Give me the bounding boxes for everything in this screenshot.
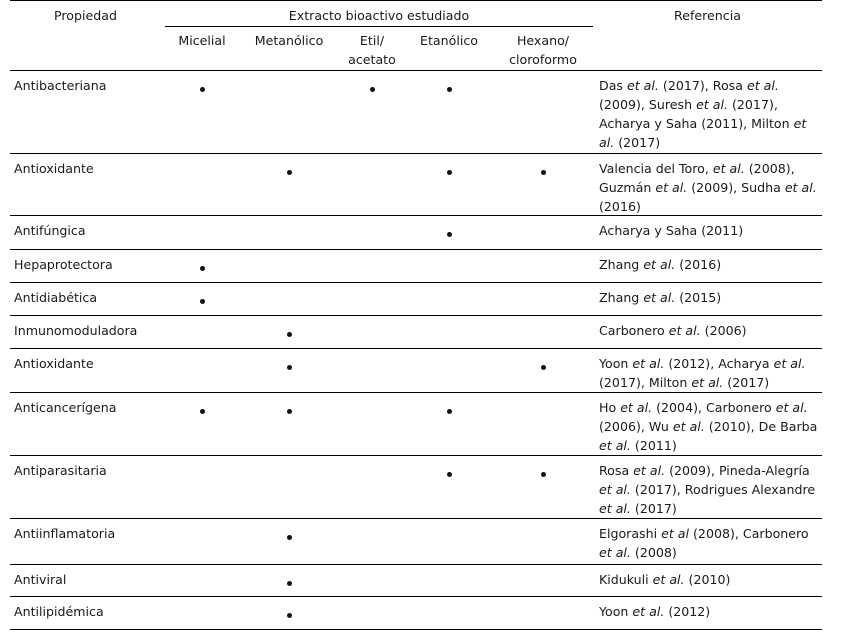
reference-line — [599, 95, 809, 114]
row-propiedad: Antidiabética — [14, 290, 98, 305]
row-rule — [10, 249, 822, 250]
reference-italic: et al. — [599, 482, 631, 497]
reference-italic: al. — [599, 135, 615, 150]
header-referencia: Referencia — [674, 8, 741, 23]
row-propiedad: Anticancerígena — [14, 400, 117, 415]
reference-text: (2017), — [727, 97, 778, 112]
subheader-line: Metanólico — [254, 33, 324, 48]
presence-dot — [200, 266, 205, 271]
reference-italic: et al — [661, 526, 690, 541]
subheader-3 — [399, 31, 499, 50]
row-rule — [10, 315, 822, 316]
reference-text: (2017), Rodrigues Alexandre — [630, 482, 816, 497]
reference-text: Zhang — [599, 290, 644, 305]
subheader-line: cloroformo — [509, 52, 577, 67]
reference-text: Das — [599, 78, 627, 93]
row-referencia — [599, 321, 809, 340]
reference-text: Guzmán — [599, 180, 656, 195]
reference-italic: et al. — [712, 161, 745, 176]
row-referencia — [599, 255, 809, 274]
row-rule — [10, 215, 822, 216]
reference-text: Yoon — [599, 356, 633, 371]
row-propiedad: Antioxidante — [14, 356, 94, 371]
row-propiedad: Antioxidante — [14, 161, 94, 176]
subheader-0 — [152, 31, 252, 50]
reference-italic: et al. — [599, 438, 631, 453]
presence-dot — [447, 409, 452, 414]
presence-dot — [287, 409, 292, 414]
row-rule — [10, 455, 822, 456]
reference-line — [599, 461, 809, 480]
presence-dot — [200, 87, 205, 92]
row-referencia — [599, 221, 809, 240]
reference-italic: et al. — [652, 572, 685, 587]
row-propiedad: Hepaprotectora — [14, 257, 113, 272]
reference-text: Ho — [599, 400, 621, 415]
reference-italic: et al. — [784, 180, 817, 195]
reference-text: (2017), Milton — [599, 375, 692, 390]
row-propiedad: Antilipidémica — [14, 604, 104, 619]
subheader-line: Hexano/ — [516, 33, 570, 48]
reference-line — [599, 288, 809, 307]
reference-text: Acharya y Saha (2011) — [599, 223, 744, 238]
reference-italic: et al. — [633, 463, 666, 478]
reference-line — [599, 354, 809, 373]
row-referencia — [599, 398, 818, 455]
reference-italic: et al. — [632, 356, 665, 371]
row-propiedad: Antifúngica — [14, 223, 86, 238]
presence-dot — [287, 535, 292, 540]
reference-italic: et al. — [691, 375, 724, 390]
table-top-rule — [10, 0, 822, 1]
header-extracto: Extracto bioactivo estudiado — [288, 8, 470, 23]
presence-dot — [541, 472, 546, 477]
subheader-line: Etanólico — [420, 33, 478, 48]
subheader-line: Micelial — [178, 33, 226, 48]
presence-dot — [447, 232, 452, 237]
presence-dot — [200, 409, 205, 414]
presence-dot — [447, 170, 452, 175]
presence-dot — [287, 365, 292, 370]
reference-text: Rosa — [599, 463, 634, 478]
reference-text: (2008), Carbonero — [689, 526, 809, 541]
reference-line — [599, 417, 818, 436]
reference-italic: et al. — [672, 419, 705, 434]
reference-italic: et al. — [775, 400, 808, 415]
row-referencia — [599, 570, 809, 589]
reference-text: Valencia del Toro, — [599, 161, 713, 176]
reference-text: (2009), Sudha — [687, 180, 785, 195]
reference-line — [599, 178, 817, 197]
reference-text: (2004), Carbonero — [652, 400, 776, 415]
reference-text: (2017), Rosa — [658, 78, 747, 93]
reference-line — [599, 159, 809, 178]
reference-italic: et al. — [643, 290, 676, 305]
presence-dot — [541, 365, 546, 370]
reference-italic: et al. — [773, 356, 806, 371]
row-referencia — [599, 461, 816, 518]
row-propiedad: Antibacteriana — [14, 78, 107, 93]
presence-dot — [287, 170, 292, 175]
reference-line — [599, 197, 809, 216]
header-bottom-rule — [10, 70, 822, 71]
extracto-header-rule — [165, 26, 593, 27]
reference-line — [599, 133, 809, 152]
presence-dot — [447, 472, 452, 477]
subheader-4 — [493, 31, 593, 69]
reference-line — [599, 499, 809, 518]
row-rule — [10, 348, 822, 349]
reference-text: Carbonero — [599, 323, 669, 338]
reference-italic: et al. — [696, 97, 728, 112]
reference-text: (2012) — [664, 604, 711, 619]
row-rule — [10, 518, 822, 519]
reference-line — [599, 255, 809, 274]
reference-italic: et al. — [620, 400, 653, 415]
reference-italic: et al. — [599, 545, 631, 560]
reference-italic: et al. — [599, 501, 631, 516]
row-referencia — [599, 524, 809, 562]
reference-text: (2008) — [630, 545, 677, 560]
reference-text: (2010) — [684, 572, 731, 587]
reference-line — [599, 543, 809, 562]
reference-line — [599, 76, 809, 95]
reference-italic: et al. — [632, 604, 665, 619]
subheader-line: acetato — [348, 52, 396, 67]
row-rule — [10, 629, 822, 630]
row-rule — [10, 596, 822, 597]
reference-text: (2016) — [599, 199, 641, 214]
row-rule — [10, 282, 822, 283]
presence-dot — [287, 581, 292, 586]
reference-text: (2006), Wu — [599, 419, 673, 434]
reference-italic: et al. — [643, 257, 676, 272]
subheader-line: Etil/ — [359, 33, 385, 48]
reference-line — [599, 602, 809, 621]
presence-dot — [541, 170, 546, 175]
reference-italic: et — [793, 116, 807, 131]
reference-line — [599, 480, 816, 499]
reference-text: (2016) — [675, 257, 722, 272]
reference-italic: et al. — [655, 180, 688, 195]
reference-text: (2010), De Barba — [704, 419, 818, 434]
row-propiedad: Antiinflamatoria — [14, 526, 116, 541]
reference-text: (2012), Acharya — [664, 356, 774, 371]
presence-dot — [447, 87, 452, 92]
reference-line — [599, 321, 809, 340]
row-rule — [10, 153, 822, 154]
reference-text: (2009), Suresh — [599, 97, 697, 112]
row-referencia — [599, 76, 809, 152]
reference-text: Kidukuli — [599, 572, 653, 587]
reference-text: (2009), Pineda-Alegría — [665, 463, 810, 478]
reference-text: (2017) — [614, 135, 661, 150]
reference-italic: et al. — [668, 323, 701, 338]
reference-text: (2017) — [723, 375, 770, 390]
row-referencia — [599, 288, 809, 307]
presence-dot — [287, 613, 292, 618]
reference-text: (2011) — [630, 438, 677, 453]
reference-line — [599, 114, 809, 133]
row-rule — [10, 392, 822, 393]
reference-text: (2017) — [630, 501, 677, 516]
row-referencia — [599, 602, 809, 621]
reference-line — [599, 221, 809, 240]
row-referencia — [599, 354, 809, 392]
reference-text: (2006) — [700, 323, 747, 338]
reference-italic: et al. — [626, 78, 659, 93]
reference-text: Zhang — [599, 257, 644, 272]
presence-dot — [200, 299, 205, 304]
row-propiedad: Inmunomoduladora — [14, 323, 138, 338]
header-propiedad: Propiedad — [54, 8, 117, 23]
reference-text: Acharya y Saha (2011), Milton — [599, 116, 794, 131]
presence-dot — [287, 332, 292, 337]
reference-text: Elgorashi — [599, 526, 662, 541]
row-referencia — [599, 159, 817, 216]
reference-text: (2015) — [675, 290, 722, 305]
reference-line — [599, 570, 809, 589]
reference-line — [599, 398, 809, 417]
reference-italic: et al. — [746, 78, 779, 93]
row-rule — [10, 564, 822, 565]
reference-line — [599, 524, 809, 543]
row-propiedad: Antiviral — [14, 572, 67, 587]
reference-line — [599, 436, 809, 455]
presence-dot — [370, 87, 375, 92]
reference-line — [599, 373, 809, 392]
reference-text: Yoon — [599, 604, 633, 619]
reference-text: (2008), — [744, 161, 795, 176]
row-propiedad: Antiparasitaria — [14, 463, 107, 478]
